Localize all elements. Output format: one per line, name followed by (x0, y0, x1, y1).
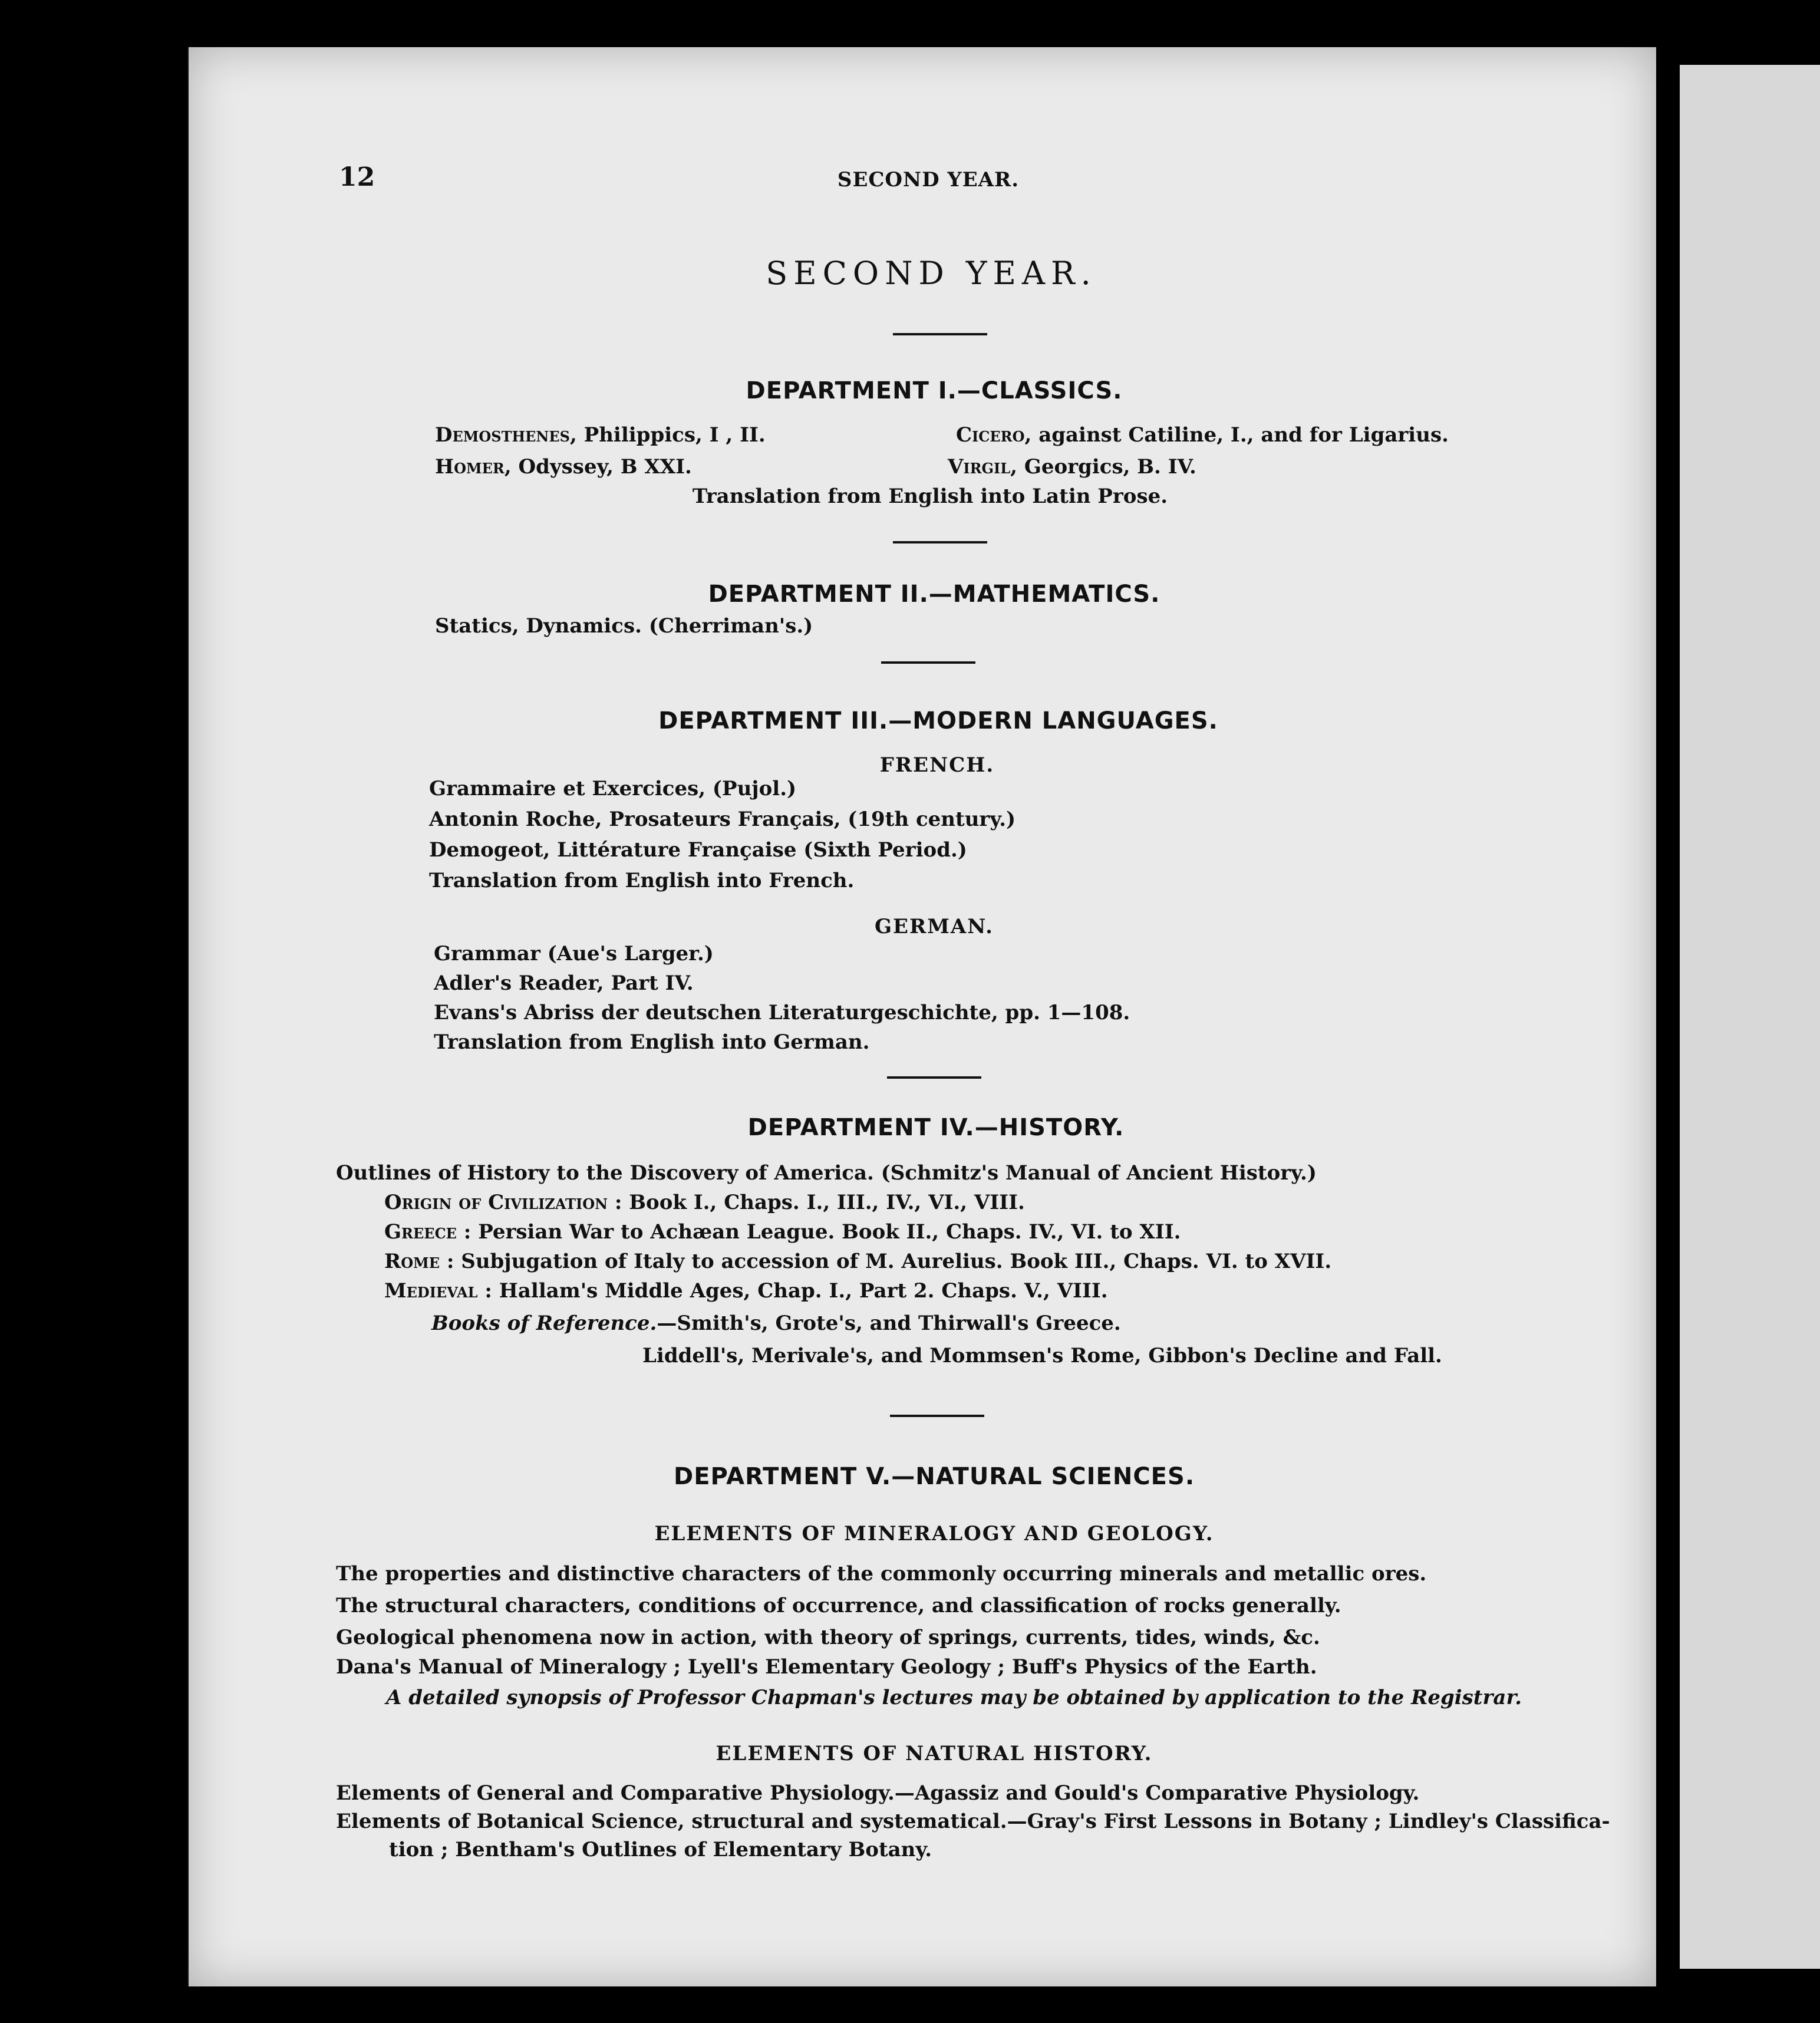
mineralogy-line: The structural characters, conditions of occurrence, and classification of rocks generally. (336, 1594, 1341, 1617)
mineralogy-heading: ELEMENTS OF MINERALOGY AND GEOLOGY. (654, 1522, 1214, 1546)
running-title: SECOND YEAR. (837, 168, 1020, 192)
page-title: SECOND YEAR. (766, 255, 1097, 292)
dept1-note: Translation from English into Latin Prose. (692, 485, 1168, 508)
dept2-heading: DEPARTMENT II.—MATHEMATICS. (708, 581, 1160, 608)
page-gutter (1656, 47, 1680, 1986)
mineralogy-note: A detailed synopsis of Professor Chapman's lectures may be obtained by application to the Registrar. (386, 1686, 1522, 1709)
natural-history-line: tion ; Bentham's Outlines of Elementary Botany. (389, 1838, 932, 1861)
dept1-item: Homer, Odyssey, B XXI. (435, 455, 692, 479)
natural-history-heading: ELEMENTS OF NATURAL HISTORY. (716, 1742, 1153, 1765)
page-number: 12 (339, 162, 375, 192)
history-intro: Outlines of History to the Discovery of America. (Schmitz's Manual of Ancient History.) (336, 1161, 1317, 1185)
german-item: Evans's Abriss der deutschen Literaturgeschichte, pp. 1—108. (434, 1001, 1130, 1024)
dept3-heading: DEPARTMENT III.—MODERN LANGUAGES. (658, 707, 1218, 734)
divider-rule (881, 661, 975, 664)
dept1-item: Cicero, against Catiline, I., and for Ligarius. (956, 423, 1449, 447)
dept2-line: Statics, Dynamics. (Cherriman's.) (435, 614, 813, 638)
history-item: Medieval : Hallam's Middle Ages, Chap. I., Part 2. Chaps. V., VIII. (384, 1279, 1108, 1303)
dept1-item: Virgil, Georgics, B. IV. (948, 455, 1196, 479)
dept1-heading: DEPARTMENT I.—CLASSICS. (746, 377, 1123, 404)
history-references: Books of Reference.—Smith's, Grote's, and Thirwall's Greece. (431, 1312, 1121, 1335)
german-item: Grammar (Aue's Larger.) (434, 942, 714, 966)
french-item: Grammaire et Exercices, (Pujol.) (429, 777, 797, 800)
divider-rule (893, 541, 987, 543)
mineralogy-line: Dana's Manual of Mineralogy ; Lyell's Elementary Geology ; Buff's Physics of the Earth. (336, 1655, 1317, 1679)
divider-rule (887, 1076, 981, 1079)
dept1-item: Demosthenes, Philippics, I , II. (435, 423, 766, 447)
natural-history-line: Elements of General and Comparative Physiology.—Agassiz and Gould's Comparative Physiology. (336, 1781, 1420, 1805)
german-item: Adler's Reader, Part IV. (434, 971, 694, 995)
german-heading: GERMAN. (875, 915, 994, 938)
facing-page-edge (1680, 65, 1820, 1969)
mineralogy-line: The properties and distinctive characters of the commonly occurring minerals and metallic ores. (336, 1562, 1427, 1586)
mineralogy-line: Geological phenomena now in action, with theory of springs, currents, tides, winds, &c. (336, 1626, 1320, 1649)
french-item: Demogeot, Littérature Française (Sixth Period.) (429, 838, 967, 862)
german-item: Translation from English into German. (434, 1030, 870, 1054)
history-item: Rome : Subjugation of Italy to accession of M. Aurelius. Book III., Chaps. VI. to XVII. (384, 1250, 1332, 1273)
french-item: Translation from English into French. (429, 869, 855, 892)
french-heading: FRENCH. (879, 753, 995, 777)
divider-rule (890, 1415, 984, 1417)
history-item: Origin of Civilization : Book I., Chaps. I., III., IV., VI., VIII. (384, 1191, 1025, 1214)
divider-rule (893, 333, 987, 335)
history-references-2: Liddell's, Merivale's, and Mommsen's Rome, Gibbon's Decline and Fall. (642, 1344, 1442, 1368)
history-item: Greece : Persian War to Achæan League. Book II., Chaps. IV., VI. to XII. (384, 1220, 1181, 1244)
dept4-heading: DEPARTMENT IV.—HISTORY. (747, 1114, 1125, 1141)
natural-history-line: Elements of Botanical Science, structural and systematical.—Gray's First Lessons in Botany ; Lindley's Classifica- (336, 1810, 1610, 1833)
dept5-heading: DEPARTMENT V.—NATURAL SCIENCES. (673, 1463, 1195, 1490)
french-item: Antonin Roche, Prosateurs Français, (19th century.) (429, 808, 1016, 831)
